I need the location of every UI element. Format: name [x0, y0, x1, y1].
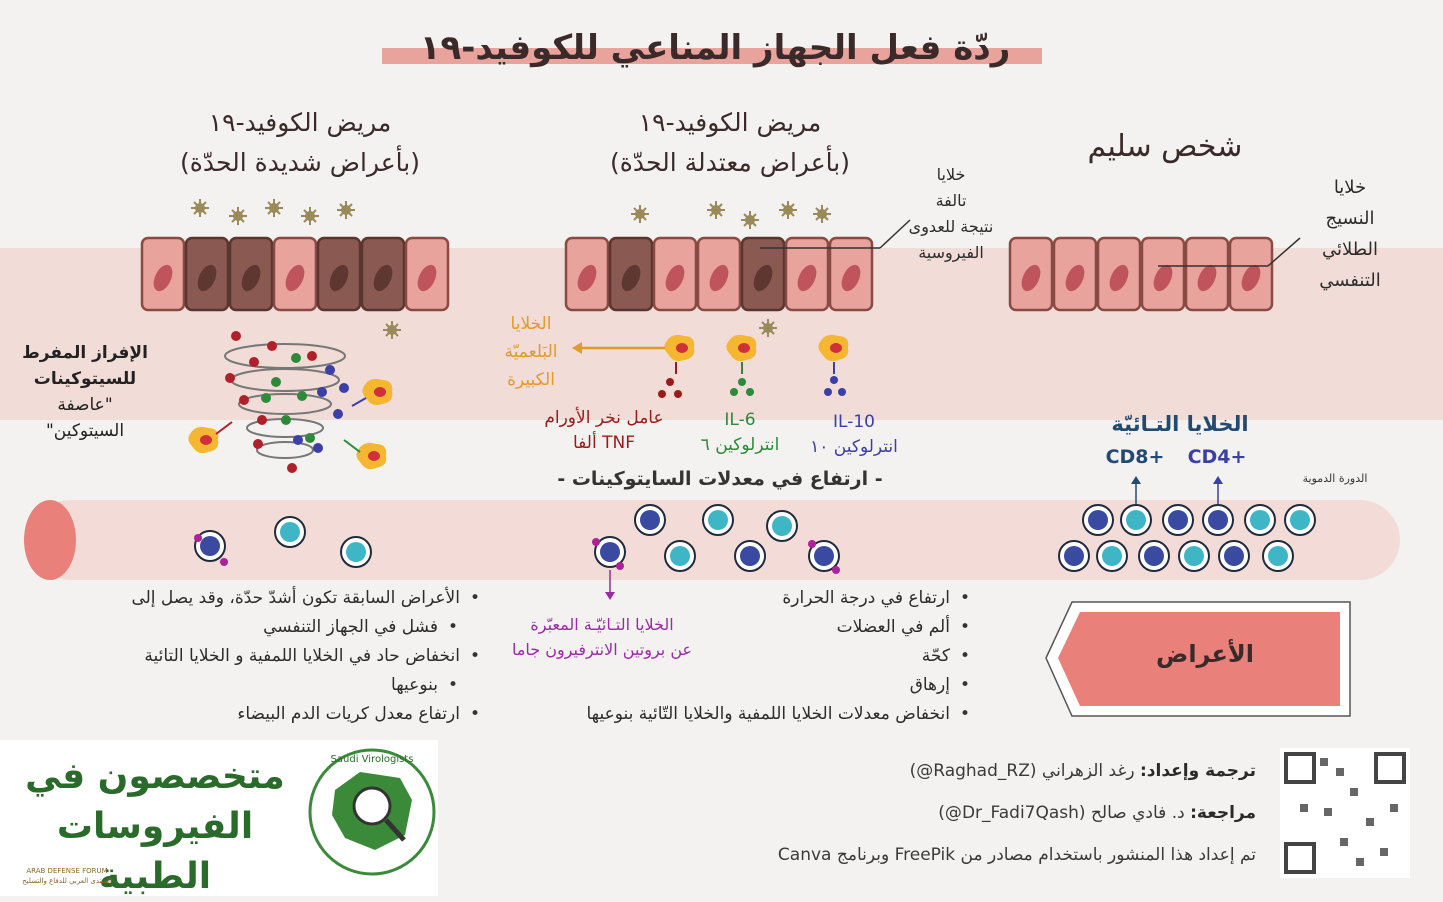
- page-title: ردّة فعل الجهاز المناعي للكوفيد-١٩: [419, 28, 1011, 68]
- storm-quote-1: "عاصفة: [57, 395, 113, 415]
- moderate-symptom-1: • ارتفاع في درجة الحرارة: [520, 584, 970, 613]
- cd4-label: CD4+: [1187, 446, 1247, 468]
- healthy-tcells: [1059, 476, 1315, 571]
- severe-symptom-3: • انخفاض حاد في الخلايا اللمفية و الخلايا التائية: [60, 642, 480, 671]
- macrophage-label-3: الكبيرة: [507, 370, 555, 390]
- epithelial-label-2: النسيج: [1325, 208, 1375, 229]
- ifn-label-2: عن بروتين الانترفيرون جاما: [511, 640, 693, 659]
- severe-cells: [142, 238, 448, 310]
- macrophage-label-1: الخلايا: [510, 314, 552, 334]
- epithelial-label-4: التنفسي: [1319, 270, 1381, 291]
- storm-label-1: الإفراز المفرط: [22, 343, 148, 363]
- storm-label-2: للسيتوكينات: [33, 369, 137, 389]
- credits-note: تم إعداد هذا المنشور باستخدام مصادر من FreePik وبرنامج Canva: [777, 845, 1256, 865]
- logo-line-2: الفيروسات الطبية: [56, 806, 254, 897]
- il10-label-en: IL-10: [833, 412, 875, 432]
- macrophage-label-2: البَلعميّة: [504, 342, 558, 362]
- severe-tcells: [194, 517, 371, 567]
- logo-line-1: متخصصون في: [25, 756, 285, 797]
- seal-text: Saudi Virologists: [330, 754, 414, 765]
- moderate-symptom-4: • إرهاق: [520, 671, 970, 700]
- damaged-label-4: الفيروسية: [918, 243, 984, 262]
- moderate-macrophages: [572, 335, 848, 398]
- t-cells-label: الخلايا التـائيّة: [1111, 412, 1249, 436]
- saudi-virologists-seal: [310, 750, 434, 874]
- damaged-label-1: خلايا: [936, 165, 966, 184]
- severe-symptom-2: • فشل في الجهاز التنفسي: [60, 613, 480, 642]
- cytokine-storm: [188, 331, 392, 473]
- moderate-symptoms-list: [520, 584, 970, 729]
- storm-quote-2: السيتوكين": [45, 421, 125, 441]
- damaged-label-2: تالفة: [935, 191, 967, 210]
- healthy-cells: [1010, 238, 1272, 310]
- review-label: مراجعة:: [1190, 803, 1256, 823]
- forum-label-ar: المنتدى العربي للدفاع والتسليح: [22, 877, 112, 885]
- forum-label: ARAB DEFENSE FORUM: [26, 867, 108, 875]
- blood-circulation-label: الدورة الدموية: [1302, 472, 1368, 485]
- moderate-symptom-5: • انخفاض معدلات الخلايا اللمفية والخلايا التّائية بنوعيها: [520, 700, 970, 729]
- prep-value: رغد الزهراني (Raghad_RZ@): [909, 761, 1135, 781]
- credits: [700, 750, 1256, 876]
- tnf-label-ar: عامل نخر الأورام: [544, 408, 664, 428]
- healthy-title: شخص سليم: [1087, 129, 1243, 164]
- qr-code: [1280, 748, 1410, 878]
- vessel-opening: [24, 500, 76, 580]
- tnf-label-en: TNF ألفا: [573, 433, 635, 453]
- moderate-subtitle: (بأعراض معتدلة الحدّة): [610, 148, 850, 177]
- severe-title: مريض الكوفيد-١٩: [208, 108, 392, 137]
- severe-symptom-1: • الأعراض السابقة تكون أشدّ حدّة، وقد يصل إلى: [60, 584, 480, 613]
- symptoms-heading: الأعراض: [1156, 640, 1254, 668]
- review-value: د. فادي صالح (Dr_Fadi7Qash@): [938, 803, 1185, 823]
- severe-symptom-4: • بنوعيها: [60, 671, 480, 700]
- cytokine-rise-label: - ارتفاع في معدلات السايتوكينات -: [557, 468, 883, 490]
- damaged-label-3: نتيجة للعدوى: [908, 217, 994, 236]
- severe-symptoms-list: [60, 584, 480, 729]
- moderate-title: مريض الكوفيد-١٩: [638, 108, 822, 137]
- prep-label: ترجمة وإعداد:: [1139, 761, 1256, 781]
- moderate-cells: [566, 238, 872, 310]
- severe-subtitle: (بأعراض شديدة الحدّة): [179, 148, 421, 177]
- il6-label-ar: انترلوكين ٦: [700, 435, 780, 455]
- severe-symptom-5: • ارتفاع معدل كريات الدم البيضاء: [60, 700, 480, 729]
- moderate-symptom-3: • كحّة: [520, 642, 970, 671]
- ifn-label-1: الخلايا التـائيّـة المعبّرة: [530, 615, 674, 634]
- il10-label-ar: انترلوكين ١٠: [810, 437, 898, 457]
- cd8-label: CD8+: [1105, 446, 1165, 468]
- moderate-symptom-2: • ألم في العضلات: [520, 613, 970, 642]
- il6-label-en: IL-6: [724, 410, 756, 430]
- epithelial-label-1: خلايا: [1333, 177, 1367, 198]
- epithelial-label-3: الطلائي: [1321, 239, 1378, 260]
